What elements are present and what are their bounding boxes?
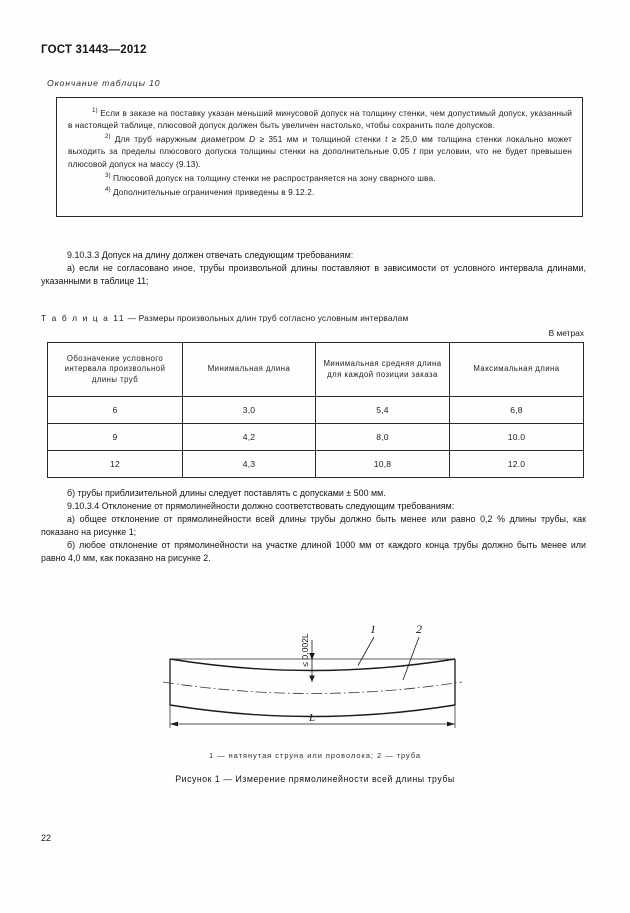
figure-1-legend: 1 — натянутая струна или проволока; 2 — труба: [208, 751, 422, 760]
table11-cell-r2c0: 12: [48, 451, 183, 478]
table-continuation-label: Окончание таблицы 10: [47, 78, 161, 88]
footnote-2: [68, 131, 572, 170]
footnote-1: [68, 105, 572, 131]
footnote-marker-4: 4): [105, 186, 111, 194]
length-arrow-left: [170, 722, 178, 727]
section-9-10-3-3-item-a: а) если не согласовано иное, трубы произвольной длины поставляют в зависимости от условного интервала длинами, указанными в таблице 11;: [41, 263, 586, 287]
footnote-marker-3: 3): [105, 172, 111, 180]
table11-dash: —: [125, 313, 139, 323]
section-9-10-3-4-item-b: б) любое отклонение от прямолинейности на участке длиной 1000 мм от каждого конца трубы должно быть менее или равно 4,0 мм, как показано на рисунке 2.: [41, 540, 586, 564]
table11-col-header-1: Минимальная длина: [183, 343, 316, 397]
table11-title: [41, 313, 408, 323]
section-9-10-3-4-heading: 9.10.3.4 Отклонение от прямолинейности должно соответствовать следующим требованиям:: [67, 501, 455, 512]
table11-col-header-3: Максимальная длина: [450, 343, 584, 397]
symbol-wall-thickness-2: t: [413, 146, 416, 157]
item-b-previous: б) трубы приблизительной длины следует поставлять с допусками ± 500 мм.: [67, 488, 386, 498]
section-9-10-3-4: [41, 487, 586, 566]
table11: [47, 342, 584, 478]
callout-2-label: 2: [416, 622, 422, 636]
footnote-text-3: Плюсовой допуск на толщину стенки не распространяется на зону сварного шва.: [112, 172, 436, 183]
table11-cell-r2c1: 4,3: [183, 451, 316, 478]
table11-title-text: Размеры произвольных длин труб согласно условным интервалам: [138, 313, 409, 323]
deviation-label: ≤ 0,002L: [300, 633, 310, 667]
symbol-wall-thickness: t: [385, 134, 388, 145]
table10-footnote-box: [56, 97, 583, 217]
pipe-top-edge: [170, 659, 455, 671]
footnote-3: [68, 170, 572, 184]
table11-cell-r2c3: 12.0: [450, 451, 584, 478]
table11-cell-r1c2: 8,0: [316, 424, 450, 451]
section-9-10-3-4-item-a: а) общее отклонение от прямолинейности всей длины трубы должно быть менее или равно 0,2 % длины трубы, как показано на рисунке 1;: [41, 514, 586, 538]
footnote-2-part4: при условии, что не будет превышен плюсовой допуск на массу (9.13).: [68, 146, 573, 169]
pipe-centre-axis: [163, 682, 462, 694]
table-row: [48, 451, 584, 478]
table-row: [48, 424, 584, 451]
table11-cell-r0c3: 6,8: [450, 397, 584, 424]
table-row: [48, 397, 584, 424]
figure-1-drawing: [0, 596, 630, 751]
table11-cell-r0c0: 6: [48, 397, 183, 424]
table11-cell-r0c1: 3,0: [183, 397, 316, 424]
footnote-2-part3: ≥ 25,0 мм толщина стенки локально может выходить за пределы плюсового допуска толщины стенки на дополнительные 0,05: [68, 134, 572, 157]
footnote-marker-2: 2): [105, 133, 111, 141]
table11-label: Т а б л и ц а 11: [41, 313, 126, 323]
deviation-arrow-down: [309, 676, 315, 683]
callout-2-leader: [403, 637, 419, 680]
footnote-2-part1: Для труб наружным диаметром: [114, 134, 250, 145]
standard-number-header: ГОСТ 31443—2012: [41, 44, 147, 56]
footnote-text-4: Дополнительные ограничения приведены в 9.12.2.: [112, 186, 315, 197]
table11-cell-r1c0: 9: [48, 424, 183, 451]
section-9-10-3-3-heading: 9.10.3.3 Допуск на длину должен отвечать следующим требованиям:: [67, 250, 354, 260]
table11-cell-r2c2: 10,8: [316, 451, 450, 478]
figure-1: [0, 596, 630, 796]
symbol-outer-diameter: D: [249, 134, 256, 145]
table11-cell-r0c2: 5,4: [316, 397, 450, 424]
footnote-2-part2: ≥ 351 мм и толщиной стенки: [255, 134, 386, 145]
table11-col-header-0: Обозначение условного интервала произвольной длины труб: [48, 343, 183, 397]
table11-header-row: [48, 343, 584, 397]
footnote-text-1: Если в заказе на поставку указан меньший минусовой допуск на толщину стенки, чем допустимый допуск, указанный в настоящей таблице, плюсовой допуск должен быть увеличен настолько, чтобы сохранить поле допусков.: [68, 107, 572, 131]
footnote-marker-1: 1): [92, 107, 98, 114]
callout-1-leader: [358, 637, 374, 666]
section-9-10-3-3: [41, 249, 586, 288]
page-number: 22: [41, 833, 52, 843]
table11-unit-note: В метрах: [548, 328, 584, 338]
figure-1-caption: Рисунок 1 — Измерение прямолинейности всей длины трубы: [175, 774, 455, 784]
table11-cell-r1c3: 10.0: [450, 424, 584, 451]
table11-cell-r1c1: 4,2: [183, 424, 316, 451]
footnote-4: [68, 184, 572, 198]
length-arrow-right: [447, 722, 455, 727]
length-label: L: [308, 712, 316, 724]
callout-1-label: 1: [370, 622, 376, 636]
table11-col-header-2: Минимальная средняя длина для каждой позиции заказа: [316, 343, 450, 397]
